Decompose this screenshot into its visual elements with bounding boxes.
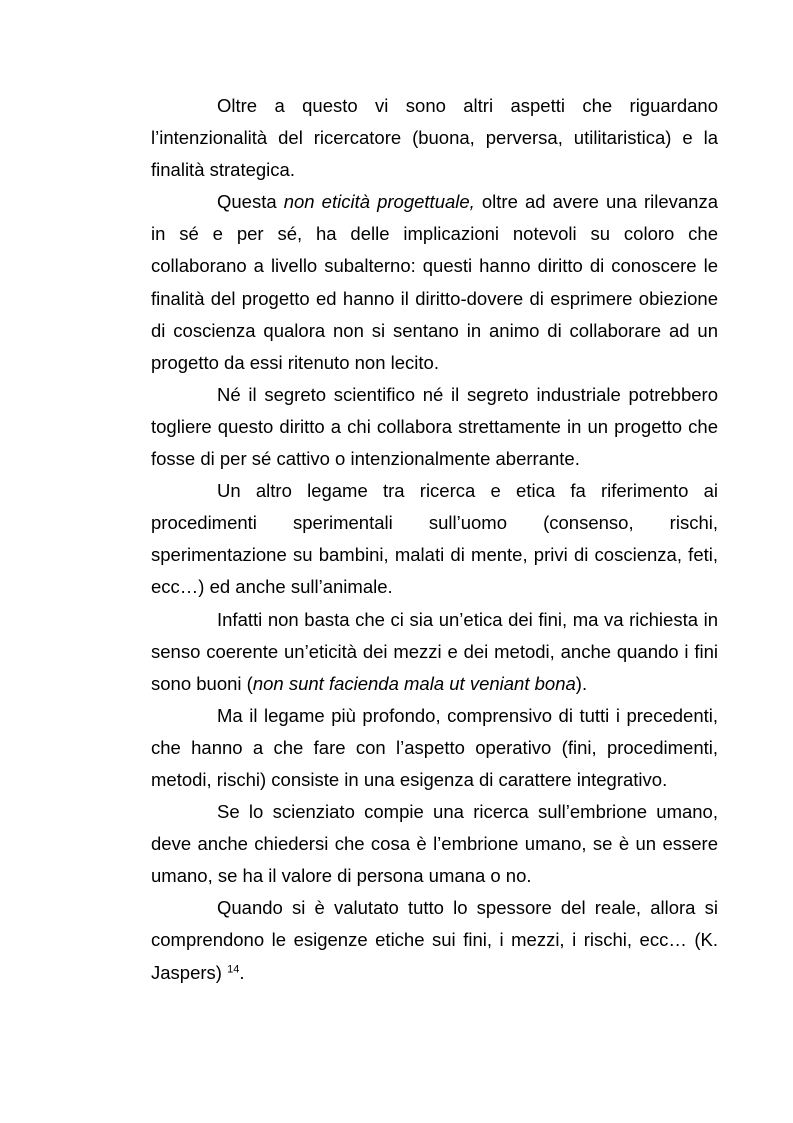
paragraph-text-pre: Quando si è valutato tutto lo spessore del reale, allora si comprendono le esigenze etiche sui fini, i mezzi, i rischi, ecc… (K. Jaspers) bbox=[151, 897, 718, 983]
paragraph-text-pre: Questa bbox=[217, 191, 284, 213]
paragraph-text: Ma il legame più profondo, comprensivo di tutti i precedenti, che hanno a che fare con l’aspetto operativo (fini, procedimenti, metodi, rischi) consiste in una esigenza di carattere integrativo. bbox=[151, 704, 718, 790]
paragraph-text: Né il segreto scientifico né il segreto industriale potrebbero togliere questo diritto a chi collabora strettamente in un progetto che fosse di per sé cattivo o intenzionalmente aberrante. bbox=[151, 383, 718, 470]
paragraph-5 bbox=[151, 604, 718, 700]
paragraph-text-post: . bbox=[239, 961, 245, 983]
paragraph-text: Un altro legame tra ricerca e etica fa riferimento ai procedimenti sperimentali sull’uomo (consenso, rischi, sperimentazione su bambini, malati di mente, privi di coscienza, feti, ecc…) ed anche sull’animale. bbox=[151, 480, 718, 598]
paragraph-text-post: ). bbox=[575, 672, 588, 694]
paragraph-text: Oltre a questo vi sono altri aspetti che riguardano l’intenzionalità del ricercatore (buona, perversa, utilitaristica) e la finalità strategica. bbox=[151, 95, 718, 181]
paragraph-text-post: oltre ad avere una rilevanza in sé e per sé, ha delle implicazioni notevoli su coloro che collaborano a livello subalterno: questi hanno diritto di conoscere le finalità del progetto ed hanno il diritto-dovere di esprimere obiezione di coscienza qualora non si sentano in animo di collaborare ad un progetto da essi ritenuto non lecito. bbox=[151, 191, 718, 373]
italic-phrase: non eticità progettuale, bbox=[283, 191, 475, 213]
paragraph-4 bbox=[151, 475, 718, 603]
paragraph-3 bbox=[151, 379, 718, 475]
footnote-reference: 14 bbox=[227, 962, 240, 975]
paragraph-text: Se lo scienziato compie una ricerca sull’embrione umano, deve anche chiedersi che cosa è l’embrione umano, se è un essere umano, se ha il valore di persona umana o no. bbox=[151, 801, 718, 887]
paragraph-7 bbox=[151, 796, 718, 892]
paragraph-text-pre: Infatti non basta che ci sia un’etica dei fini, ma va richiesta in senso coerente un’eticità dei mezzi e dei metodi, anche quando i fini sono buoni ( bbox=[151, 608, 718, 694]
latin-quote: non sunt facienda mala ut veniant bona bbox=[252, 672, 576, 694]
paragraph-8 bbox=[151, 892, 718, 988]
paragraph-2 bbox=[151, 186, 718, 379]
paragraph-6 bbox=[151, 700, 718, 796]
body-text bbox=[151, 90, 718, 989]
paragraph-1 bbox=[151, 90, 718, 186]
